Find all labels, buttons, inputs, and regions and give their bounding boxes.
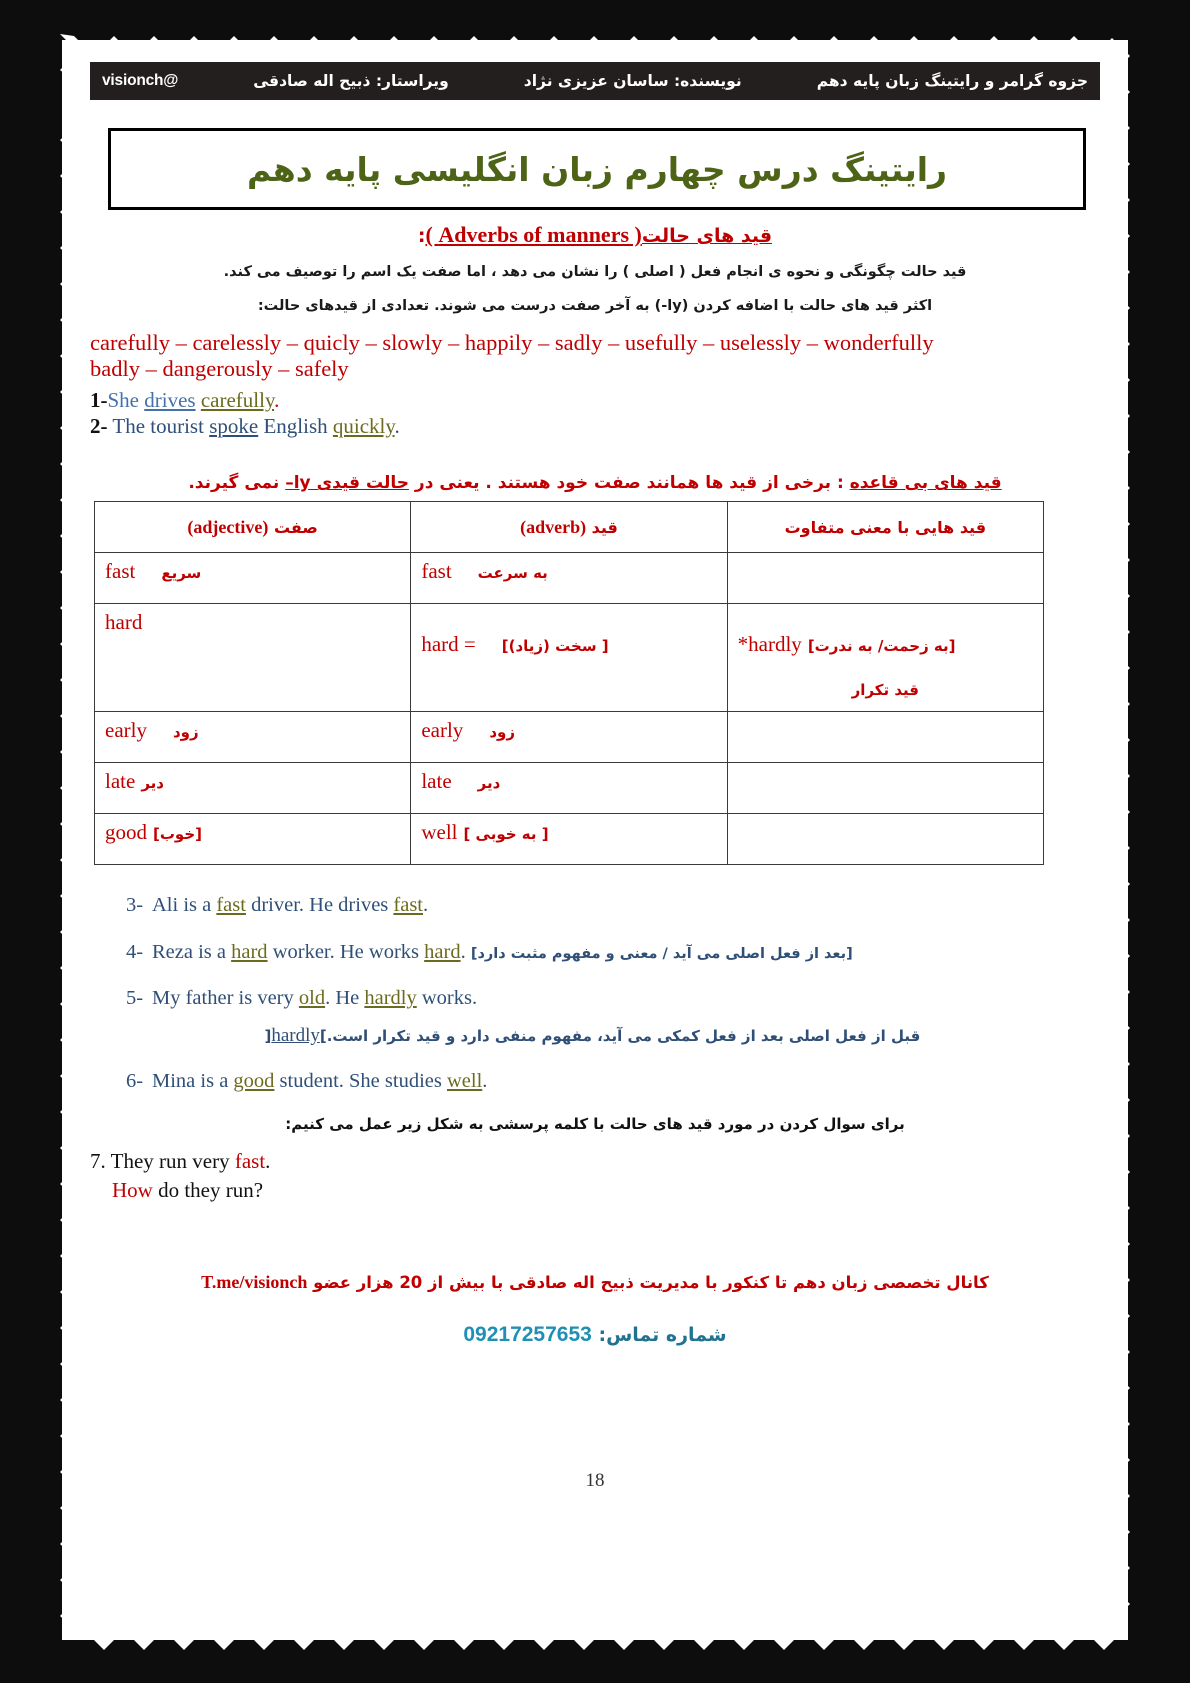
- cell-content: [421, 820, 716, 845]
- table-row: [95, 553, 1044, 604]
- example-5-highlight-2: hardly: [364, 987, 417, 1010]
- example-3-highlight-1: fast: [216, 894, 246, 917]
- example-2: [90, 413, 1100, 439]
- cell-content: [421, 559, 716, 584]
- example-6-seg1: Mina is a: [152, 1069, 234, 1092]
- banner-title: جزوه گرامر و رایتینگ زبان پایه دهم: [816, 72, 1088, 90]
- table-row: [95, 604, 1044, 712]
- example-6-highlight-1: good: [233, 1069, 275, 1092]
- example-6-seg2: student. She studies: [274, 1069, 447, 1092]
- different-en: *hardly: [737, 632, 802, 657]
- cell-adverb: [411, 712, 727, 763]
- question-sentence: [90, 1147, 1100, 1175]
- promo-line: [90, 1272, 1100, 1293]
- adjective-en: late: [105, 769, 136, 794]
- header-adverb-fa: قید: [591, 517, 618, 537]
- section-heading-fa: قید های حالت: [641, 225, 773, 247]
- cell-content: [105, 610, 400, 635]
- contact-number[interactable]: 09217257653: [463, 1323, 592, 1347]
- cell-content: [421, 632, 716, 657]
- contact-line: [90, 1323, 1100, 1347]
- cell-adjective: [95, 814, 411, 865]
- paragraph-2: اکثر قید های حالت با اضافه کردن (ly-) به آخر صفت درست می شوند. تعدادی از قیدهای حالت:: [257, 297, 933, 314]
- example-6-number: 6-: [126, 1069, 144, 1092]
- cell-adverb: [411, 814, 727, 865]
- example-4: [90, 940, 1100, 965]
- cell-different: [727, 763, 1043, 814]
- example-5-seg3: works.: [416, 987, 478, 1010]
- example-2-mid: English: [263, 413, 328, 438]
- cell-content: [421, 769, 716, 794]
- cell-adjective: [95, 604, 411, 712]
- example-3-seg3: .: [423, 894, 429, 917]
- example-4-note: [بعد از فعل اصلی می آید / معنی و مفهوم مثبت دارد]: [470, 945, 853, 962]
- example-2-pre: The tourist: [112, 413, 204, 438]
- example-2-number: 2-: [90, 413, 108, 438]
- example-3: [90, 893, 1100, 918]
- irregular-heading-part1: قید های بی قاعده: [849, 473, 1002, 494]
- adverb-en: fast: [421, 559, 452, 584]
- page-title-box: [108, 128, 1086, 210]
- cell-content: [105, 769, 400, 794]
- example-1-verb: drives: [144, 387, 196, 412]
- adjective-fa: [خوب]: [153, 825, 202, 844]
- adverb-en: late: [421, 769, 452, 794]
- page-content-area: [62, 40, 1128, 1640]
- example-2-adverb: quickly: [332, 413, 395, 438]
- cell-content: [105, 559, 400, 584]
- banner-author: نویسنده: ساسان عزیزی نژاد: [523, 72, 742, 90]
- adjective-fa: سریع: [161, 564, 202, 583]
- example-6: [90, 1069, 1100, 1094]
- question-instruction: برای سوال کردن در مورد قید های حالت با کلمه پرسشی به شکل زیر عمل می کنیم:: [285, 1115, 905, 1134]
- example-1-adverb: carefully: [200, 387, 275, 412]
- adverb-en: well: [421, 820, 458, 845]
- adverb-fa: [ سخت (زیاد)]: [501, 637, 609, 656]
- adverb-en: hard =: [421, 632, 476, 657]
- table-row: [95, 814, 1044, 865]
- example-5-number: 5-: [126, 987, 144, 1010]
- cell-different: [727, 553, 1043, 604]
- header-different-fa: قید هایی با معنی متفاوت: [784, 517, 987, 537]
- table-row: [95, 763, 1044, 814]
- cell-adverb: [411, 604, 727, 712]
- word-list-line-2: badly – dangerously – safely: [90, 356, 349, 382]
- adjective-en: early: [105, 718, 147, 743]
- cell-content: [105, 718, 400, 743]
- example-2-verb: spoke: [209, 413, 259, 438]
- cell-content: [105, 820, 400, 845]
- word-list-line-1: carefully – carelessly – quicly – slowly – happily – sadly – usefully – uselessly – wonderfully: [90, 329, 934, 355]
- example-3-seg2: driver. He drives: [245, 894, 394, 917]
- promo-channel[interactable]: T.me/visionch: [201, 1272, 308, 1293]
- cell-adjective: [95, 763, 411, 814]
- adverb-fa: [ به خوبی ]: [463, 825, 549, 844]
- example-1-subject: She: [107, 387, 139, 412]
- cell-adjective: [95, 553, 411, 604]
- contact-label: شماره تماس:: [598, 1324, 727, 1347]
- example-1: [90, 387, 1100, 413]
- table-header-row: [95, 502, 1044, 553]
- example-1-period: .: [274, 387, 280, 412]
- example-4-number: 4-: [126, 940, 144, 963]
- cell-content: [421, 718, 716, 743]
- question-answer: [90, 1176, 1100, 1204]
- table-header-adverb: [411, 502, 727, 553]
- different-fa-second: قید تکرار: [851, 681, 919, 700]
- irregular-heading-part3: حالت قیدی: [316, 473, 409, 494]
- example-5-seg2: . He: [325, 987, 365, 1010]
- cell-adverb: [411, 553, 727, 604]
- example-3-highlight-2: fast: [393, 894, 424, 917]
- question-sentence-pre: They run very: [110, 1149, 235, 1174]
- adverb-word-list: [90, 330, 1100, 383]
- promo-text: کانال تخصصی زبان دهم تا کنکور با مدیریت ذبیح اله صادقی با بیش از 20 هزار عضو: [313, 1273, 989, 1293]
- example-3-number: 3-: [126, 894, 144, 917]
- hardly-note: [90, 1025, 1100, 1047]
- hardly-note-bracket: [: [264, 1026, 272, 1045]
- section-heading: [90, 222, 1100, 248]
- example-6-highlight-2: well: [446, 1069, 483, 1092]
- adjective-fa: دیر: [141, 774, 164, 793]
- example-1-number: 1-: [90, 387, 108, 412]
- cell-different: [727, 814, 1043, 865]
- question-answer-post: do they run?: [152, 1177, 264, 1202]
- irregular-heading-part2: : برخی از قید ها همانند صفت خود هستند . یعنی در: [408, 473, 850, 494]
- irregular-heading-part5: نمی گیرند.: [188, 473, 286, 494]
- example-4-highlight-1: hard: [231, 940, 268, 963]
- main-content: [90, 220, 1100, 1347]
- header-adverb-en: (adverb): [520, 516, 587, 537]
- different-fa: [به زحمت/ به ندرت]: [807, 637, 956, 656]
- section-heading-en: ( Adverbs of manners ): [425, 222, 642, 247]
- irregular-heading-part4: ly–: [285, 473, 317, 494]
- adjective-fa: زود: [172, 723, 199, 742]
- banner-editor: ویراستار: ذبیح اله صادقی: [253, 72, 449, 90]
- hardly-note-text: قبل از فعل اصلی بعد از فعل کمکی می آید، مفهوم منفی دارد و قید تکرار است.]: [319, 1026, 926, 1045]
- table-header-different: [727, 502, 1043, 553]
- example-3-seg1: Ali is a: [152, 894, 217, 917]
- question-sentence-highlight: fast: [234, 1149, 266, 1174]
- header-banner: [90, 62, 1100, 100]
- examples-block: [90, 893, 1100, 1093]
- adjective-en: hard: [105, 610, 143, 635]
- example-4-seg3: .: [460, 940, 471, 963]
- cell-adverb: [411, 763, 727, 814]
- table-header-adjective: [95, 502, 411, 553]
- cell-different: [727, 712, 1043, 763]
- paragraph-1: قید حالت چگونگی و نحوه ی انجام فعل ( اصلی ) را نشان می دهد ، اما صفت یک اسم را توصیف می کند.: [223, 264, 967, 280]
- page-number: 18: [585, 1470, 605, 1491]
- adverb-en: early: [421, 718, 464, 743]
- adjective-en: fast: [105, 559, 136, 584]
- question-word: How: [112, 1177, 153, 1202]
- section-heading-colon: :: [417, 225, 426, 247]
- question-example: [90, 1147, 1100, 1204]
- example-5-seg1: My father is very: [152, 987, 299, 1010]
- table-row: [95, 712, 1044, 763]
- page-title: رایتینگ درس چهارم زبان انگلیسی پایه دهم: [246, 149, 948, 189]
- cell-adjective: [95, 712, 411, 763]
- adjective-en: good: [105, 820, 147, 845]
- header-adjective-en: (adjective): [187, 516, 269, 537]
- irregular-adverbs-heading: [90, 473, 1100, 493]
- hardly-note-word: hardly: [271, 1024, 320, 1046]
- example-6-seg3: .: [482, 1069, 488, 1092]
- banner-handle: @visionch: [102, 72, 179, 89]
- question-sentence-post: .: [265, 1149, 271, 1174]
- adverbs-table: [94, 501, 1044, 865]
- header-adjective-fa: صفت: [273, 517, 318, 537]
- example-5: [90, 986, 1100, 1011]
- cell-content: [738, 632, 1033, 657]
- example-4-seg1: Reza is a: [152, 940, 232, 963]
- adverb-fa: زود: [489, 723, 515, 742]
- adverb-fa: به سرعت: [477, 564, 548, 583]
- adverb-fa: دیر: [477, 774, 501, 793]
- question-number: 7.: [90, 1149, 106, 1174]
- example-4-highlight-2: hard: [424, 940, 461, 963]
- example-4-seg2: worker. He works: [267, 940, 425, 963]
- example-5-highlight-1: old: [298, 987, 326, 1010]
- cell-different: [727, 604, 1043, 712]
- example-2-period: .: [394, 413, 400, 438]
